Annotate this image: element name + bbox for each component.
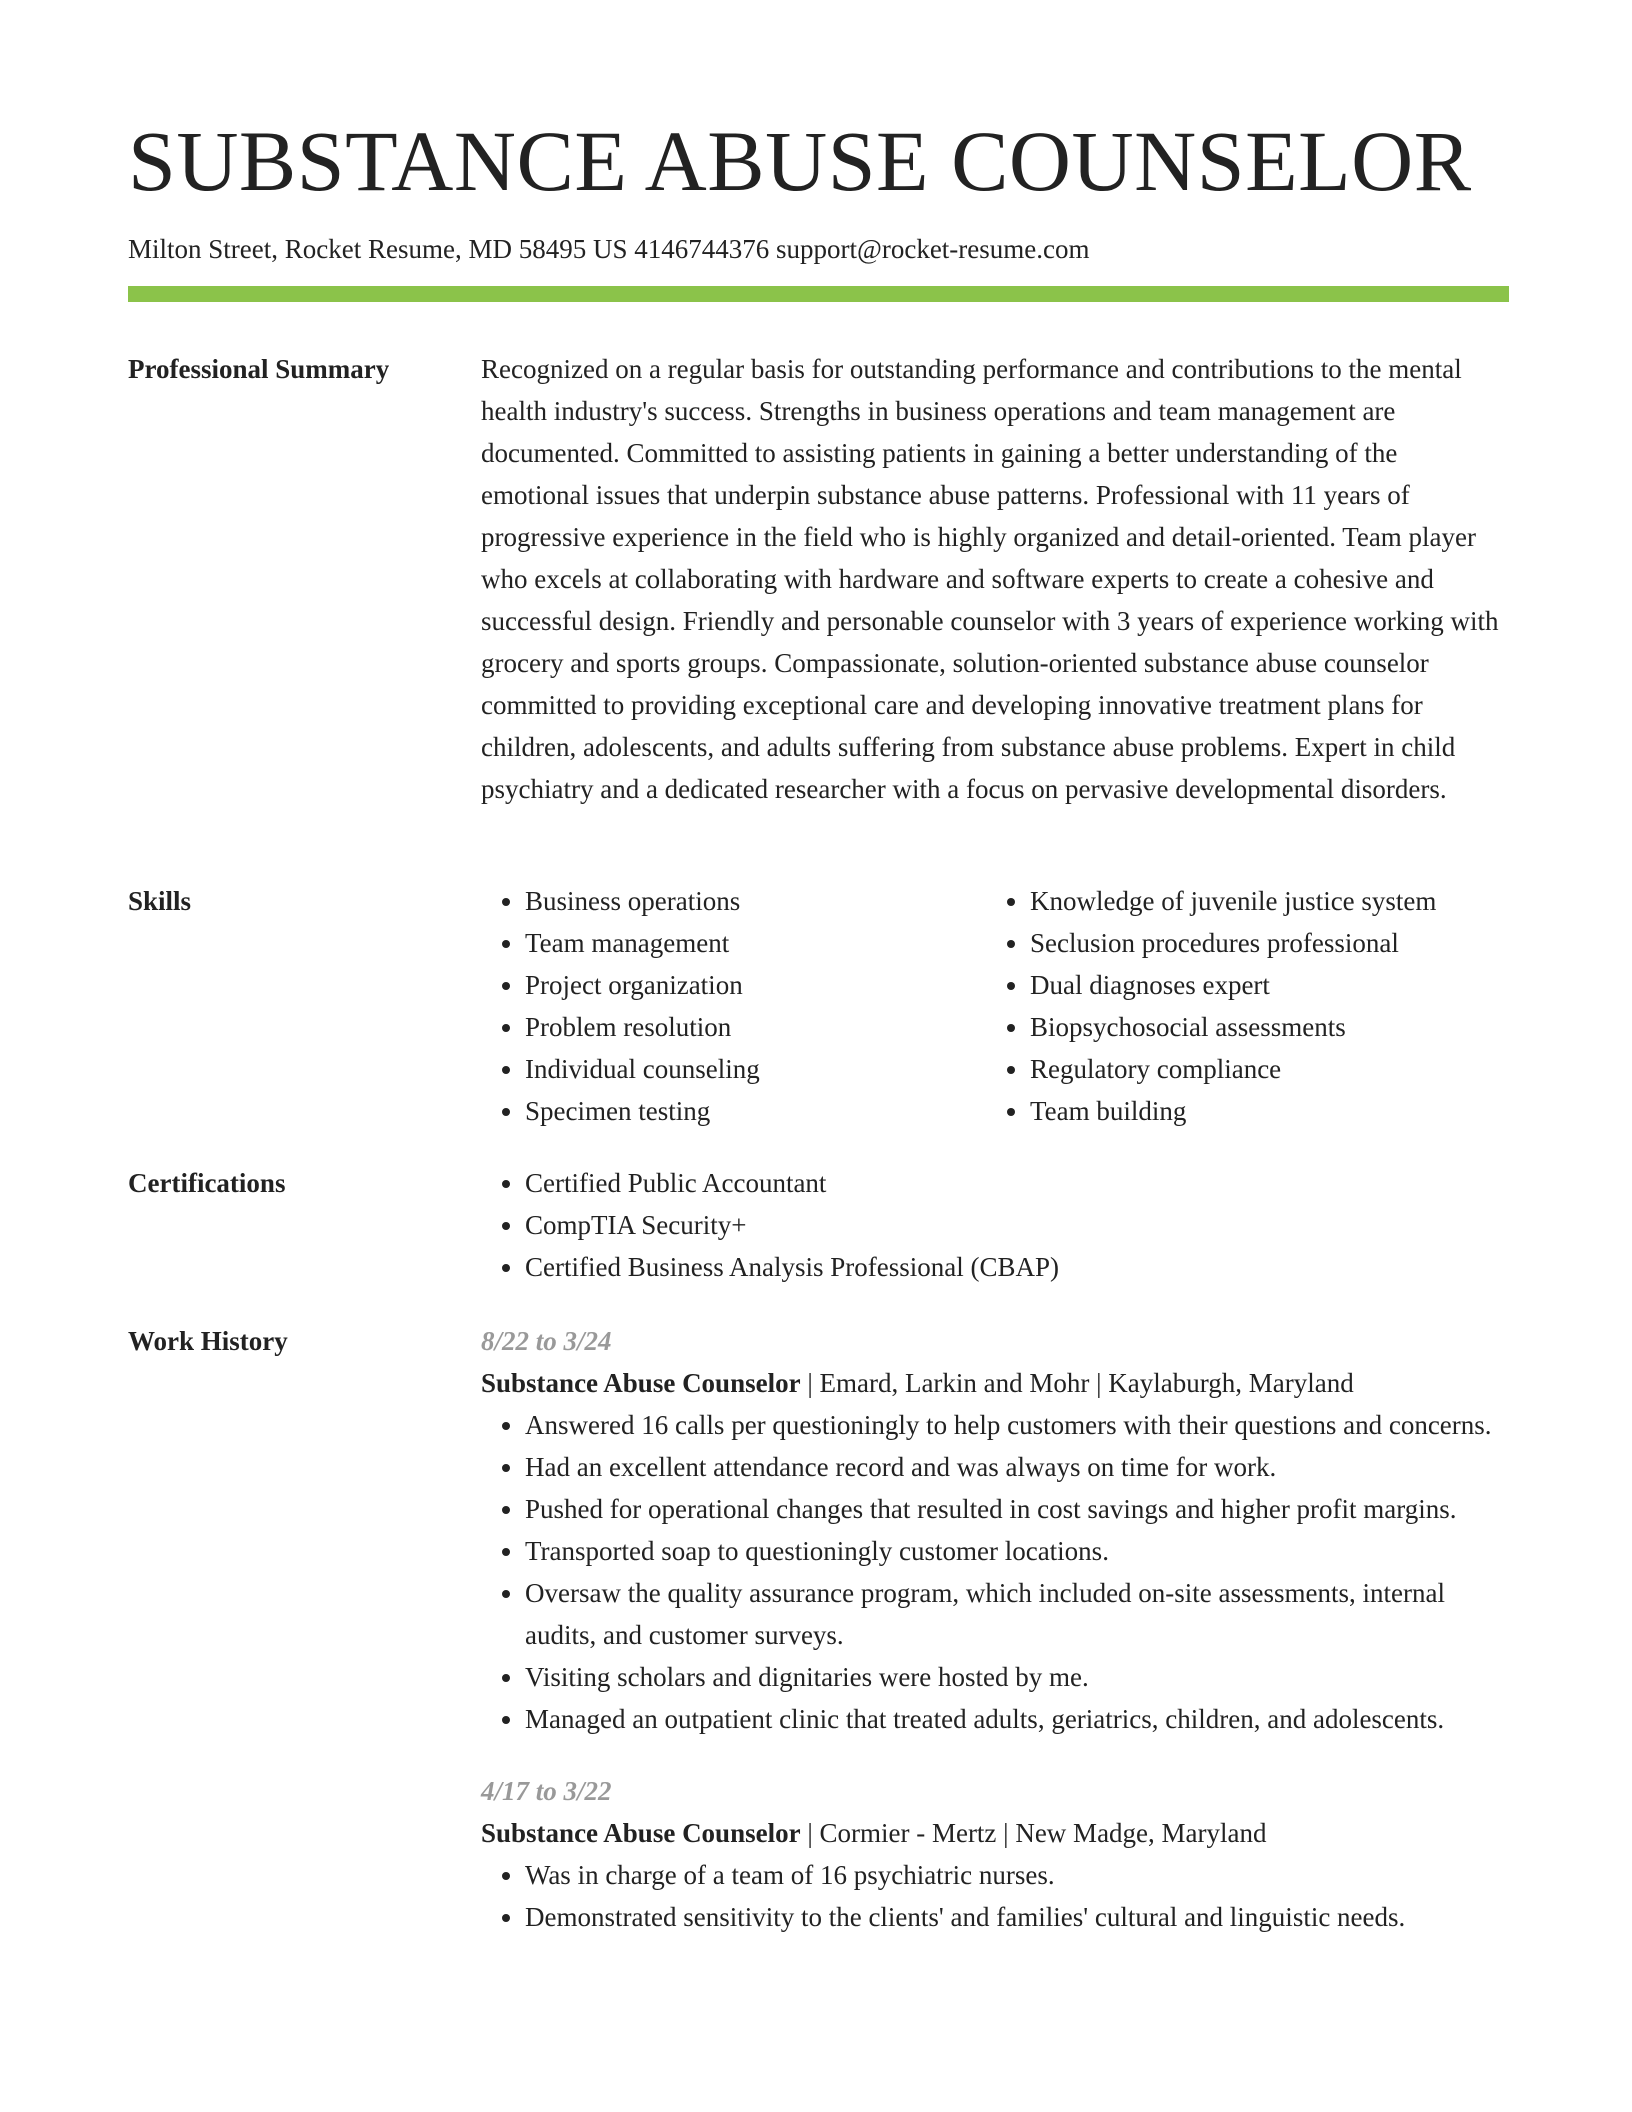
skill-item: • Individual counseling [525, 1048, 986, 1090]
job-bullet: • Demonstrated sensitivity to the clients' and families' cultural and linguistic needs. [525, 1896, 1509, 1938]
job-dates: 8/22 to 3/24 [481, 1326, 612, 1356]
job-bullets [481, 1404, 1509, 1740]
job-bullet: • Oversaw the quality assurance program, which included on-site assessments, internal audits, and customer surveys. [525, 1572, 1509, 1656]
job-heading [481, 1362, 1509, 1404]
job-title: Substance Abuse Counselor [481, 1368, 801, 1398]
job-entry [481, 1320, 1509, 1740]
job-dates: 4/17 to 3/22 [481, 1776, 612, 1806]
skill-item: • Regulatory compliance [1030, 1048, 1553, 1090]
skills-list-right [986, 880, 1553, 1132]
skill-item: • Team building [1030, 1090, 1553, 1132]
job-bullet: • Managed an outpatient clinic that treated adults, geriatrics, children, and adolescents. [525, 1698, 1509, 1740]
skill-item: • Seclusion procedures professional [1030, 922, 1553, 964]
skills-label: Skills [128, 886, 192, 916]
skill-item: • Knowledge of juvenile justice system [1030, 880, 1553, 922]
job-bullets [481, 1854, 1509, 1938]
job-details: | Cormier - Mertz | New Madge, Maryland [800, 1818, 1267, 1848]
certifications-label: Certifications [128, 1168, 286, 1198]
skills-list-left [481, 880, 986, 1132]
job-bullet: • Had an excellent attendance record and was always on time for work. [525, 1446, 1509, 1488]
job-bullet: • Visiting scholars and dignitaries were hosted by me. [525, 1656, 1509, 1698]
certification-item: • Certified Public Accountant [525, 1162, 1509, 1204]
contact-line: Milton Street, Rocket Resume, MD 58495 US 4146744376 support@rocket-resume.com [128, 234, 1090, 264]
job-bullet: • Was in charge of a team of 16 psychiatric nurses. [525, 1854, 1509, 1896]
summary-label: Professional Summary [128, 354, 390, 384]
job-bullet: • Answered 16 calls per questioningly to help customers with their questions and concerns. [525, 1404, 1509, 1446]
work-history-label: Work History [128, 1326, 288, 1356]
skill-item: • Team management [525, 922, 986, 964]
accent-divider [128, 286, 1509, 302]
skill-item: • Problem resolution [525, 1006, 986, 1048]
skill-item: • Business operations [525, 880, 986, 922]
job-title: Substance Abuse Counselor [481, 1818, 801, 1848]
summary-text: Recognized on a regular basis for outstanding performance and contributions to the mental health industry's success. Strengths in business operations and team management are documented. Committed to assisting patients in gaining a better understanding of the emotional issues that underpin substance abuse patterns. Professional with 11 years of progressive experience in the field who is highly organized and detail-oriented. Team player who excels at collaborating with hardware and software experts to create a cohesive and successful design. Friendly and personable counselor with 3 years of experience working with grocery and sports groups. Compassionate, solution-oriented substance abuse counselor committed to providing exceptional care and developing innovative treatment plans for children, adolescents, and adults suffering from substance abuse problems. Expert in child psychiatry and a dedicated researcher with a focus on pervasive developmental disorders. [481, 354, 1499, 804]
job-entry [481, 1770, 1509, 1938]
job-bullet: • Pushed for operational changes that resulted in cost savings and higher profit margins. [525, 1488, 1509, 1530]
certifications-list [481, 1162, 1509, 1288]
skill-item: • Dual diagnoses expert [1030, 964, 1553, 1006]
skill-item: • Project organization [525, 964, 986, 1006]
certification-item: • Certified Business Analysis Professional (CBAP) [525, 1246, 1509, 1288]
job-bullet: • Transported soap to questioningly customer locations. [525, 1530, 1509, 1572]
job-heading [481, 1812, 1509, 1854]
skill-item: • Specimen testing [525, 1090, 986, 1132]
resume-name: SUBSTANCE ABUSE COUNSELOR [128, 113, 1472, 209]
skill-item: • Biopsychosocial assessments [1030, 1006, 1553, 1048]
certification-item: • CompTIA Security+ [525, 1204, 1509, 1246]
job-details: | Emard, Larkin and Mohr | Kaylaburgh, Maryland [800, 1368, 1354, 1398]
